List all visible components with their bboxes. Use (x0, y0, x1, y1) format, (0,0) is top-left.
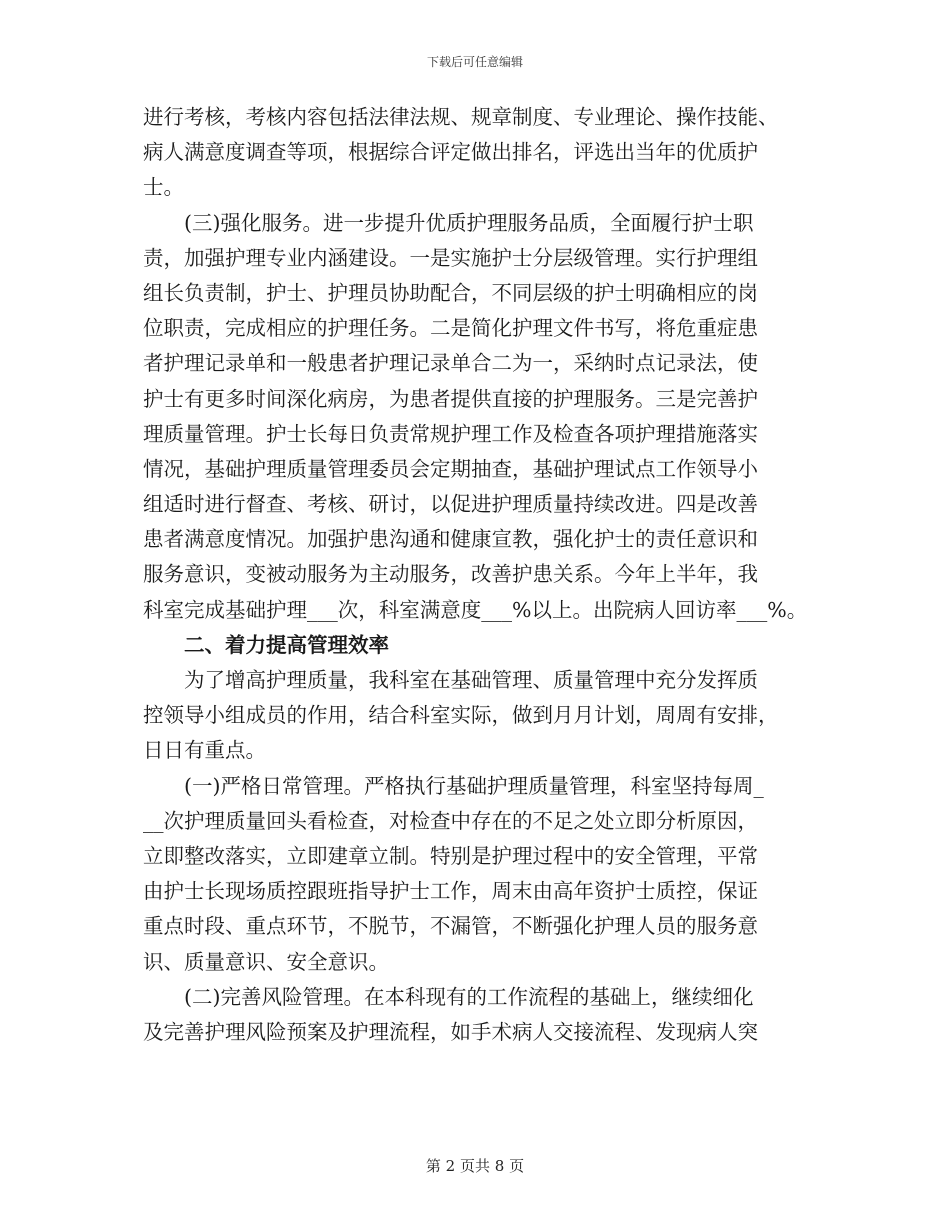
section-heading-text: 二、着力提高管理效率 (184, 632, 389, 657)
text-line: 责，加强护理专业内涵建设。一是实施护士分层级管理。实行护理组 (143, 245, 758, 270)
paragraph-management-intro (143, 663, 828, 769)
paragraph-assessment-continued (143, 100, 828, 206)
text-line: 病人满意度调查等项，根据综合评定做出排名，评选出当年的优质护 (143, 140, 758, 165)
text-line: 由护士长现场质控跟班指导护士工作，周末由高年资护士质控，保证 (143, 879, 758, 904)
text-line: 服务意识，变被动服务为主动服务，改善护患关系。今年上半年，我 (143, 562, 758, 587)
text-line: 控领导小组成员的作用，结合科室实际，做到月月计划，周周有安排， (143, 703, 779, 728)
text-line: 及完善护理风险预案及护理流程，如手术病人交接流程、发现病人突 (143, 1019, 758, 1044)
text-line: 重点时段、重点环节，不脱节，不漏管，不断强化护理人员的服务意 (143, 914, 758, 939)
text-line: 进行考核，考核内容包括法律法规、规章制度、专业理论、操作技能、 (143, 105, 779, 129)
text-line: __次护理质量回头看检查，对检查中存在的不足之处立即分析原因， (143, 808, 758, 833)
text-line: 立即整改落实，立即建章立制。特别是护理过程中的安全管理，平常 (143, 843, 758, 868)
text-line: 情况，基础护理质量管理委员会定期抽查，基础护理试点工作领导小 (143, 456, 758, 481)
paragraph-strengthen-service (143, 206, 828, 628)
text-line: 识、质量意识、安全意识。 (143, 949, 389, 974)
page-footer: 第 2 页共 8 页 (425, 1157, 525, 1175)
paragraph-daily-management (143, 769, 828, 980)
text-line: (二)完善风险管理。在本科现有的工作流程的基础上，继续细化 (184, 984, 754, 1009)
text-line: 组长负责制，护士、护理员协助配合，不同层级的护士明确相应的岗 (143, 280, 758, 305)
text-line: 理质量管理。护士长每日负责常规护理工作及检查各项护理措施落实 (143, 421, 758, 446)
text-line: (一)严格日常管理。严格执行基础护理质量管理，科室坚持每周_ (184, 773, 764, 798)
text-line: 组适时进行督查、考核、研讨，以促进护理质量持续改进。四是改善 (143, 492, 758, 517)
paragraph-risk-management (143, 980, 828, 1050)
text-line: 士。 (143, 175, 184, 200)
text-line: 日日有重点。 (143, 738, 266, 763)
page-header: 下载后可任意编辑 (426, 55, 523, 69)
text-line: 位职责，完成相应的护理任务。二是简化护理文件书写，将危重症患 (143, 316, 758, 341)
text-line: 科室完成基础护理___次，科室满意度___%以上。出院病人回访率___%。 (143, 597, 808, 622)
text-line: 患者满意度情况。加强护患沟通和健康宣教，强化护士的责任意识和 (143, 527, 758, 552)
section-heading (143, 628, 828, 663)
document-body (143, 100, 828, 1050)
text-line: 为了增高护理质量，我科室在基础管理、质量管理中充分发挥质 (184, 668, 758, 692)
text-line: 护士有更多时间深化病房，为患者提供直接的护理服务。三是完善护 (143, 386, 758, 411)
text-line: 者护理记录单和一般患者护理记录单合二为一，采纳时点记录法，使 (143, 351, 758, 376)
text-line: (三)强化服务。进一步提升优质护理服务品质，全面履行护士职 (184, 210, 754, 235)
